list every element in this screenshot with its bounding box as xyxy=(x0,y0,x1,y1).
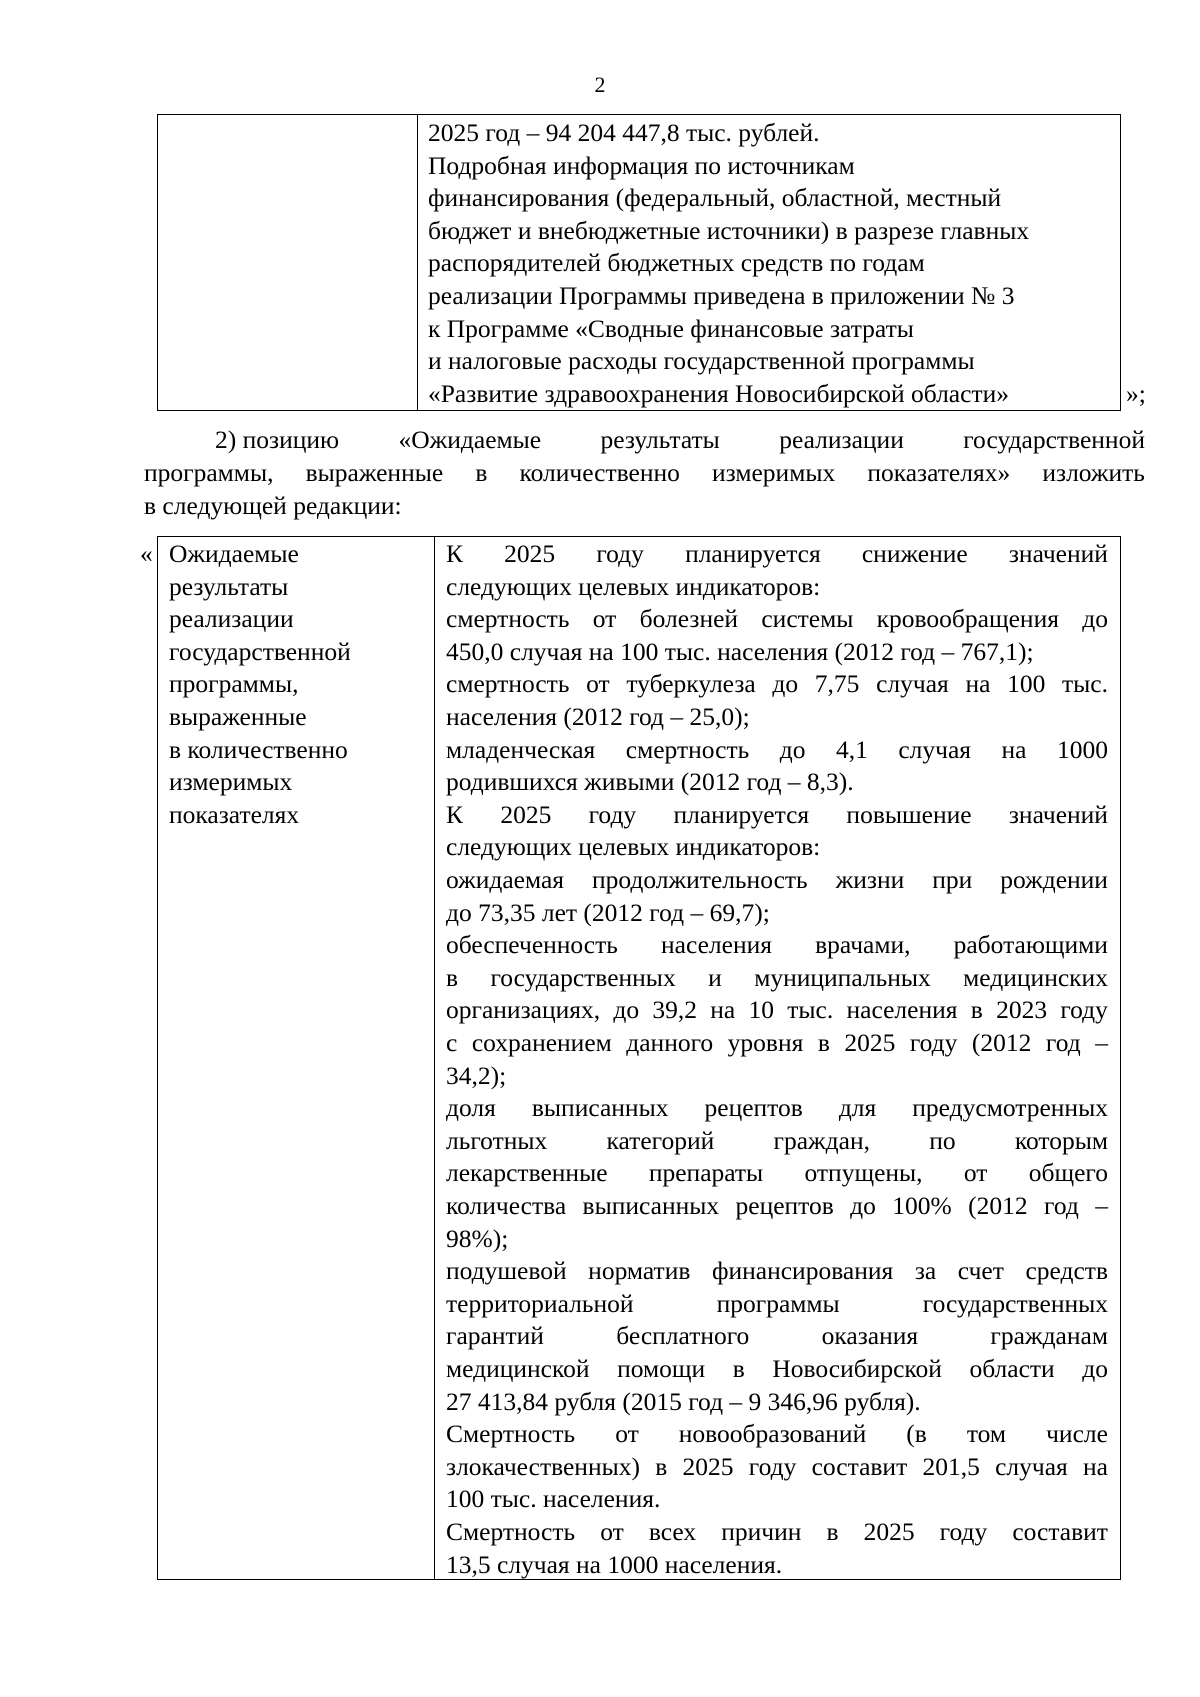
table-2-open-mark: « xyxy=(140,539,153,568)
table-2-text-line: 450,0 случая на 100 тыс. населения (2012 год – 767,1); xyxy=(446,636,1034,666)
table-2-label-line: Ожидаемые xyxy=(169,539,299,568)
table-1-text-line: к Программе «Сводные финансовые затраты xyxy=(428,313,914,343)
table-2-text-line: гарантий бесплатного оказания гражданам xyxy=(446,1321,1108,1351)
table-2-text-line: с сохранением данного уровня в 2025 году (2012 год – xyxy=(446,1028,1108,1057)
table-2-column-divider xyxy=(434,536,435,1580)
table-2-text-line: К 2025 году планируется снижение значений xyxy=(446,539,1108,568)
table-1-text-line: финансирования (федеральный, областной, местный xyxy=(428,183,1002,213)
table-2-text-line: смертность от болезней системы кровообращения до xyxy=(446,604,1108,634)
table-2-text-line: медицинской помощи в Новосибирской области до xyxy=(446,1354,1108,1383)
table-2-text-line: обеспеченность населения врачами, работающими xyxy=(446,930,1108,960)
table-2-text-line: территориальной программы государственных xyxy=(446,1288,1108,1318)
table-1-column-divider xyxy=(417,114,418,411)
table-1-text-line: бюджет и внебюджетные источники) в разрезе главных xyxy=(428,215,1030,245)
table-2-text-line: смертность от туберкулеза до 7,75 случая на 100 тыс. xyxy=(446,669,1108,699)
table-2-text-line: лекарственные препараты отпущены, от общего xyxy=(446,1158,1108,1188)
table-1-text-line: распорядителей бюджетных средств по годам xyxy=(428,248,925,278)
table-2-label-line: в количественно xyxy=(169,734,348,764)
table-2-label-line: выраженные xyxy=(169,702,307,731)
table-2-text-line: 98%); xyxy=(446,1223,509,1253)
table-2-text-line: подушевой норматив финансирования за счет средств xyxy=(446,1256,1108,1286)
paragraph-line-2: программы, выраженные в количественно измеримых показателях» изложить xyxy=(144,458,1145,487)
table-2-label-line: государственной xyxy=(169,636,351,666)
paragraph-line-3: в следующей редакции: xyxy=(144,491,402,520)
table-2-text-line: Смертность от всех причин в 2025 году составит xyxy=(446,1517,1108,1546)
table-2-text-line: организациях, до 39,2 на 10 тыс. населения в 2023 году xyxy=(446,995,1108,1025)
table-2-text-line: К 2025 году планируется повышение значений xyxy=(446,799,1108,829)
table-1-text-line: и налоговые расходы государственной программы xyxy=(428,346,975,376)
table-2-text-line: до 73,35 лет (2012 год – 69,7); xyxy=(446,897,770,927)
table-2-text-line: 13,5 случая на 1000 населения. xyxy=(446,1549,783,1579)
table-2-text-line: доля выписанных рецептов для предусмотренных xyxy=(446,1093,1108,1123)
table-1-closing-mark: »; xyxy=(1126,379,1146,408)
table-2-text-line: 34,2); xyxy=(446,1060,507,1090)
table-2-text-line: количества выписанных рецептов до 100% (2012 год – xyxy=(446,1191,1108,1220)
table-2-text-line: следующих целевых индикаторов: xyxy=(446,571,821,601)
table-1-text-line: «Развитие здравоохранения Новосибирской области» xyxy=(428,378,1009,408)
table-2-label-line: показателях xyxy=(169,799,300,829)
table-2-label-line: измеримых xyxy=(169,767,293,797)
table-1-text-line: реализации Программы приведена в приложении № 3 xyxy=(428,281,1015,310)
table-2-text-line: младенческая смертность до 4,1 случая на 1000 xyxy=(446,734,1108,764)
table-2-label-line: реализации xyxy=(169,604,294,634)
table-2-text-line: Смертность от новообразований (в том числе xyxy=(446,1419,1108,1449)
table-2-text-line: 27 413,84 рубля (2015 год – 9 346,96 рубля). xyxy=(446,1386,921,1416)
table-2-label-line: программы, xyxy=(169,669,299,699)
page-number: 2 xyxy=(594,72,606,97)
table-2-text-line: ожидаемая продолжительность жизни при рождении xyxy=(446,865,1108,894)
table-2-label-line: результаты xyxy=(169,571,289,601)
table-2-text-line: в государственных и муниципальных медицинских xyxy=(446,962,1108,992)
table-1-text-line: 2025 год – 94 204 447,8 тыс. рублей. xyxy=(428,118,820,147)
table-2-text-line: злокачественных) в 2025 году составит 201,5 случая на xyxy=(446,1451,1108,1481)
table-1-text-line: Подробная информация по источникам xyxy=(428,150,855,180)
table-2-text-line: льготных категорий граждан, по которым xyxy=(446,1125,1108,1155)
paragraph-line-1: 2) позицию «Ожидаемые результаты реализации государственной xyxy=(215,425,1145,454)
table-2-text-line: населения (2012 год – 25,0); xyxy=(446,702,750,731)
table-2-text-line: 100 тыс. населения. xyxy=(446,1484,661,1514)
table-2-text-line: родившихся живыми (2012 год – 8,3). xyxy=(446,767,854,797)
table-2-text-line: следующих целевых индикаторов: xyxy=(446,832,821,862)
